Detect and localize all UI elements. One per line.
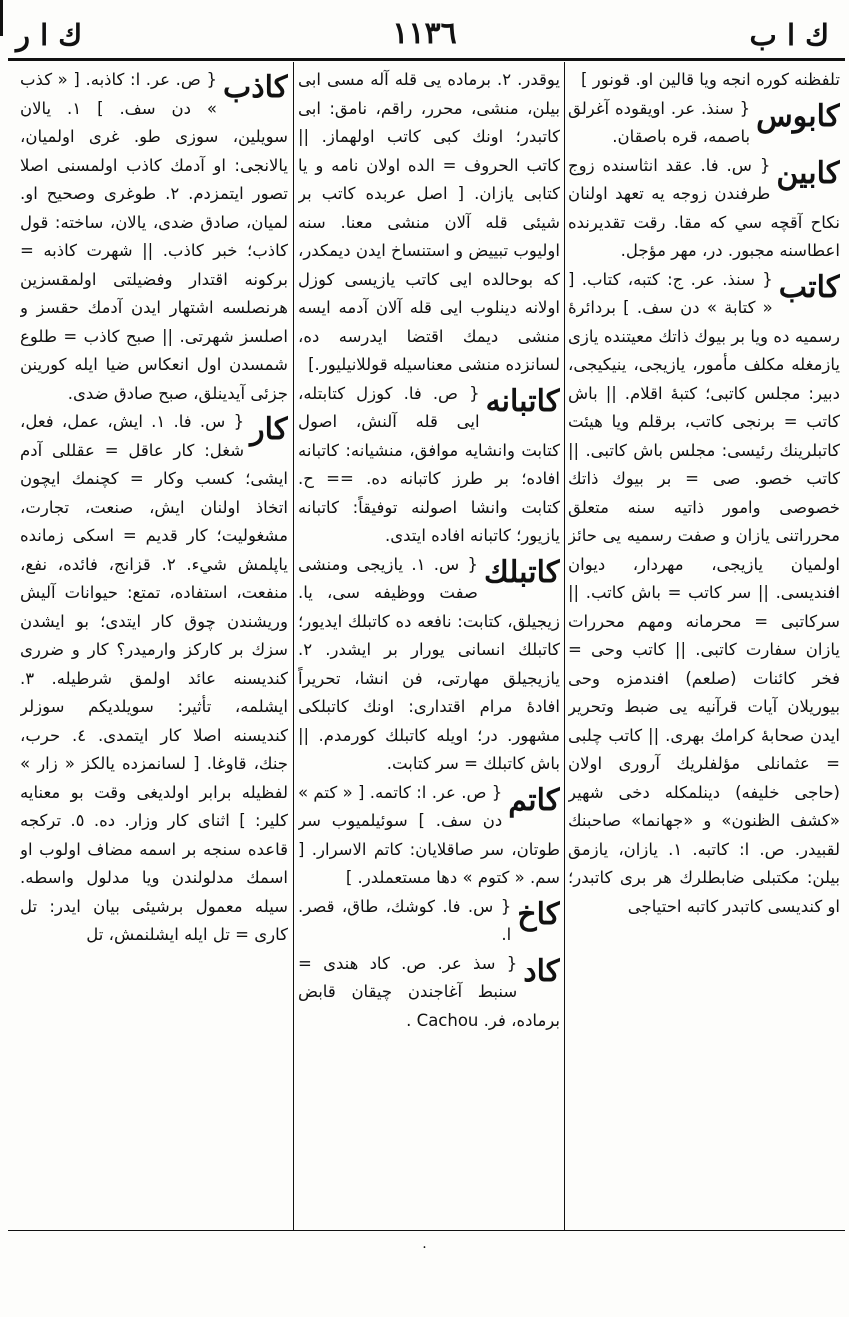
column-middle [298,66,560,1226]
dictionary-entry [298,950,560,1036]
entry-headword: كاتب [778,269,840,305]
column-divider [564,62,565,1230]
bottom-rule [8,1230,845,1231]
entry-text: { سذ عر. ص. كاد هندى = سنبط آغاجندن چيقان قابض برماده، فر. Cachou . [298,953,560,1030]
dictionary-entry [568,95,840,152]
guide-word-right: ك ا ب [749,18,829,52]
entry-text: { ص. عر. ا: كاتمه. [ « كتم » دن سف. ] سوئيلميوب سر طوتان، سر صاقلايان: كاتم الاسرار. [ سم. « كتوم » دها مستعملدر. ] [298,782,560,887]
column-left [20,66,288,1226]
entry-text: { س. ١. يازيجى ومنشى صفت ووظيفه سى، يا. زيجيلق، كتابت: نافعه ده كاتبلك ايديور؛ كاتبلك انسانى يورار بر ايشدر. ٢. يازيجيلق مهارتى، فن انشا، تحريراً افادهٔ مرام اقتدارى: اونك كاتبلكى مشهور. در؛ اويله كاتبلك كورمدم. || باش كاتبلك = سر كتابت. [298,554,560,773]
entry-headword: كابوس [756,98,840,134]
dictionary-entry [298,779,560,893]
entry-text: { ص. عر. ا: كاذبه. [ « كذب » دن سف. ] ١. يالان سويلين، سوزى طو. غرى اولميان، يالانجى: او آدمك كاذب اولمسنى اصلا تصور ايتمزدم. ٢. طوغرى وصحيح او. لميان، صادق ضدى، يالان، ساخته: قول كاذب؛ خبر كاذب. || شهرت كاذبه = بركونه اقتدار وفضيلتى اولمقسزين هرنصلسه اشتهار ايدن آدمك حقسز و اصلسز شهرتى. || صبح كاذب = طلوع شمسدن اول انعكاس ضيا ايله كورينن جزئى آيدينلق، صبح صادق ضدى. [20,70,288,403]
page-number: ١١٣٦ [392,16,457,51]
entry-text: تلفظنه كوره انجه ويا قالين او. قونور ] [581,70,840,89]
dictionary-entry [568,266,840,922]
entry-text: { س. فا. كوشك، طاق، قصر. ا. [298,896,512,944]
entry-text: { س. فا. ١. ايش، عمل، فعل، شغل: كار عاقل = عقللى آدم ايشى؛ كسب وكار = كچنمك ايچون اتخاذ اولنان ايش، صنعت، تجارت، مشغوليت؛ كار قديم = اسكى زمانده ياپلمش شيء. ٢. قزانج، فائده، نفع، منفعت، استفاده، تمتع: حيوانات آليش وريشندن چوق كار ايتدى؛ بو ايشدن سزك بر كاركز وارميدر؟ كار و ضررى كنديسنه عائد اولمق شرطيله. ٣. ايشلمه، تأثير: سويلديكم سوزلر كنديسنه اصلا كار ايتمدى. ٤. حرب، جنك، قاوغا. [ لسانمزده يالكز « زار » لفظيله برابر اولديغى وقت بو معنايه كلير: ] اثناى كار وزار. ده. ٥. تركجه قاعده سنجه بر اسمه مضاف اولوب او اسمك مدلولندن ويا مدلول واسطه. سيله معمول برشيئى بيان ايدر: تل كارى = تل ايله ايشلنمش، تل [20,412,288,944]
dictionary-entry [298,893,560,950]
header-rule [8,58,845,61]
entry-headword: كاخ [517,896,560,932]
dictionary-entry [298,551,560,779]
dictionary-entry [20,66,288,408]
entry-headword: كار [250,412,288,447]
entry-text: { سنذ. عر. اويقوده آغرلق باصمه، قره باصقان. [568,98,751,146]
footer-mark: · [422,1240,427,1256]
entry-text: يوقدر. ٢. برماده يى قله آله مسى ابى بيلن، منشى، محرر، راقم، نامق: ابى كاتبدر؛ اونك كبى كاتب اولهماز. || كاتب الحروف = الده اولان نامه و يا كتابى يازان. [ اصل عربده كاتب بر شيئى قله آلان منشى معنا. سنه اوليوب تبييض و استنساخ ايدن ديمكدر، كه بوحالده ايى كاتب يازيسى كوزل اولانه دينلوب ايى قله آلان آدمه ايسه منشى ديمك اقتضا ايدرسه ده، لسانزده منشى معناسيله قوللانيليور.] [298,70,560,374]
dictionary-entry [568,152,840,266]
dictionary-entry [298,66,560,380]
entry-headword: كاتبانه [485,383,560,419]
dictionary-entry [568,66,840,95]
entry-headword: كابين [776,155,840,191]
entry-text: { س. فا. عقد انثاسنده زوج طرفندن زوجه يه تعهد اولنان نكاح آقچه سي كه مقا. رقت تقديرنده اعطاسنه مجبور. در، مهر مؤجل. [568,155,840,260]
entry-headword: كاذب [222,70,288,105]
entry-headword: كاتبلك [483,554,560,590]
column-divider [293,62,294,1230]
entry-headword: كاتم [508,782,560,818]
entry-headword: كاد [523,953,560,989]
dictionary-entry [298,380,560,551]
page-header [0,0,849,58]
entry-text: { سنذ. عر. ج: كتبه، كتاب. [ « كتابة » دن سف. ] بردائرهٔ رسميه ده ويا بر بيوك ذاتك معيتنده يازى يازمغله مكلف مأمور، يازيجى، ينيكيجى، دبير: مجلس كاتبى؛ كتبهٔ اقلام. || باش كاتب = برنجى كاتب، برقلم ويا هيئت كاتبلرينك رئيسى: مجلس باش كاتبى. || كاتب خصو. صى = بر بيوك ذاتك خصوصى وامور ذاتيه سنه متعلق محرراتنى يازان و صفت رسميه يى حائز اولميان يازيجى، مهردار، ديوان افنديسى. || سر كاتب = باش كاتب. || سركاتبى = محرمانه ومهم محررات يازان سفارت كاتبى. || كاتب وحى = فخر كائنات (صلعم) افندمزه وحى بيوريلان آيات قرآنيه يى ضبط وتحرير ايدن صحابهٔ كرامك بهرى. || كاتب چلبى = عثمانلى مؤلفلريك آرورى اولان (حاجى خليفه) دينلمكله دخى شهير «كشف الظنون» و «جهانما» صاحبنك لقبيدر. ص. ا: كاتبه. ١. يازان، يازمق بيلن: مكتبلى ضابطلرك هر برى كاتبدر؛ او كنديسى كاتبدر كاتبه احتياجى [568,269,840,916]
column-right [568,66,840,1226]
guide-word-left: ك ا ر [16,18,83,52]
dictionary-entry [20,408,288,950]
entry-text: { ص. فا. كوزل كتابتله، ايى قله آلنش، اصول كتابت وانشايه موافق، منشيانه: كاتبانه افاده؛ بر طرز كاتبانه ده. == ح. كتابت وانشا اصولنه توفيقاً: كاتبانه يازيور؛ كاتبانه افاده ايتدى. [298,383,560,545]
